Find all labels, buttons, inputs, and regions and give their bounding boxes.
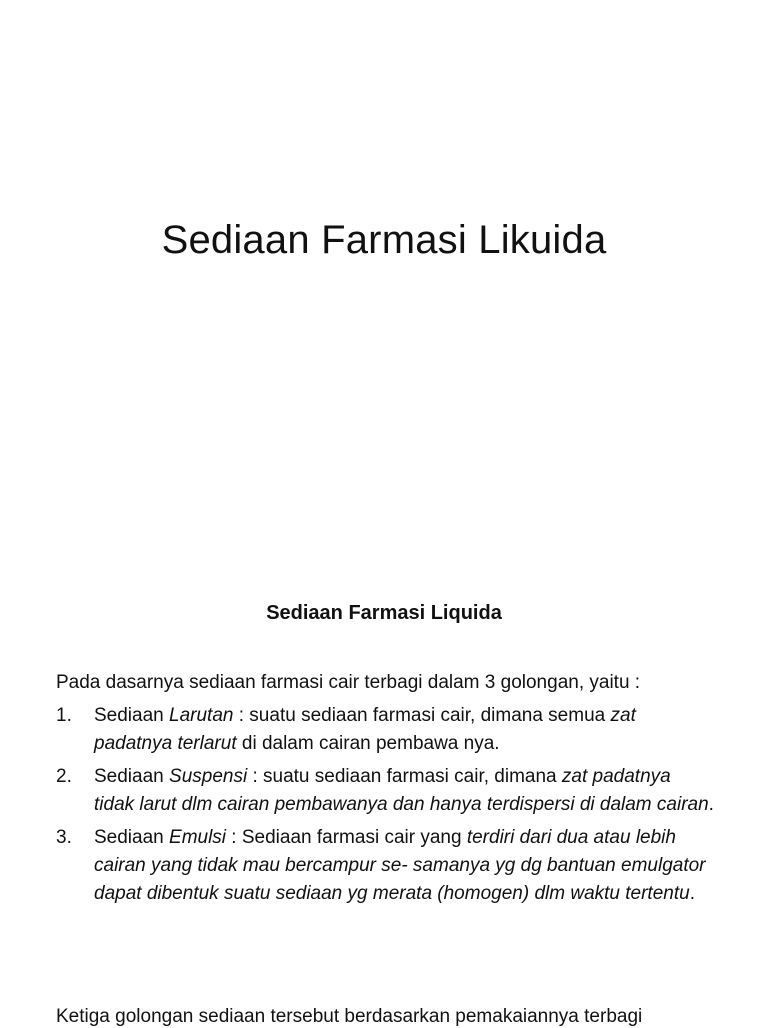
slide-content: [0, 560, 768, 1027]
intro-text: Pada dasarnya sediaan farmasi cair terbagi dalam 3 golongan, yaitu :: [56, 672, 641, 693]
item-prefix: Sediaan: [94, 766, 170, 787]
list-item: [56, 702, 716, 758]
item-mid: : Sediaan farmasi cair yang: [226, 827, 467, 848]
item-prefix: Sediaan: [94, 827, 170, 848]
item-suffix: .: [689, 883, 695, 904]
item-number: 2.: [56, 766, 72, 787]
item-term: Suspensi: [169, 766, 248, 787]
item-mid: : suatu sediaan farmasi cair, dimana: [247, 766, 562, 787]
item-emphasis: zat padatnya terlarut: [94, 705, 636, 754]
item-suffix: di dalam cairan pembawa nya.: [236, 733, 500, 754]
list-item: [56, 763, 716, 819]
item-number: 3.: [56, 827, 72, 848]
item-mid: : suatu sediaan farmasi cair, dimana semua: [233, 705, 611, 726]
item-term: Emulsi: [169, 827, 227, 848]
outro-text: Ketiga golongan sediaan tersebut berdasarkan pemakaiannya terbagi: [56, 1006, 643, 1027]
content-heading: Sediaan Farmasi Liquida: [266, 602, 502, 624]
item-number: 1.: [56, 705, 72, 726]
item-term: Larutan: [169, 705, 234, 726]
item-emphasis: terdiri dari dua atau lebih cairan yang tidak mau bercampur se- samanya yg dg bantuan emulgator dapat dibentuk suatu sediaan yg merata (homogen) dlm waktu tertentu: [94, 827, 706, 904]
list-item: [56, 824, 716, 908]
item-suffix: .: [708, 794, 714, 815]
definition-list: [56, 702, 716, 913]
item-prefix: Sediaan: [94, 705, 170, 726]
item-emphasis: zat padatnya tidak larut dlm cairan pembawanya dan hanya terdispersi di dalam cairan: [94, 766, 709, 815]
slide-title-text: Sediaan Farmasi Likuida: [161, 218, 607, 262]
